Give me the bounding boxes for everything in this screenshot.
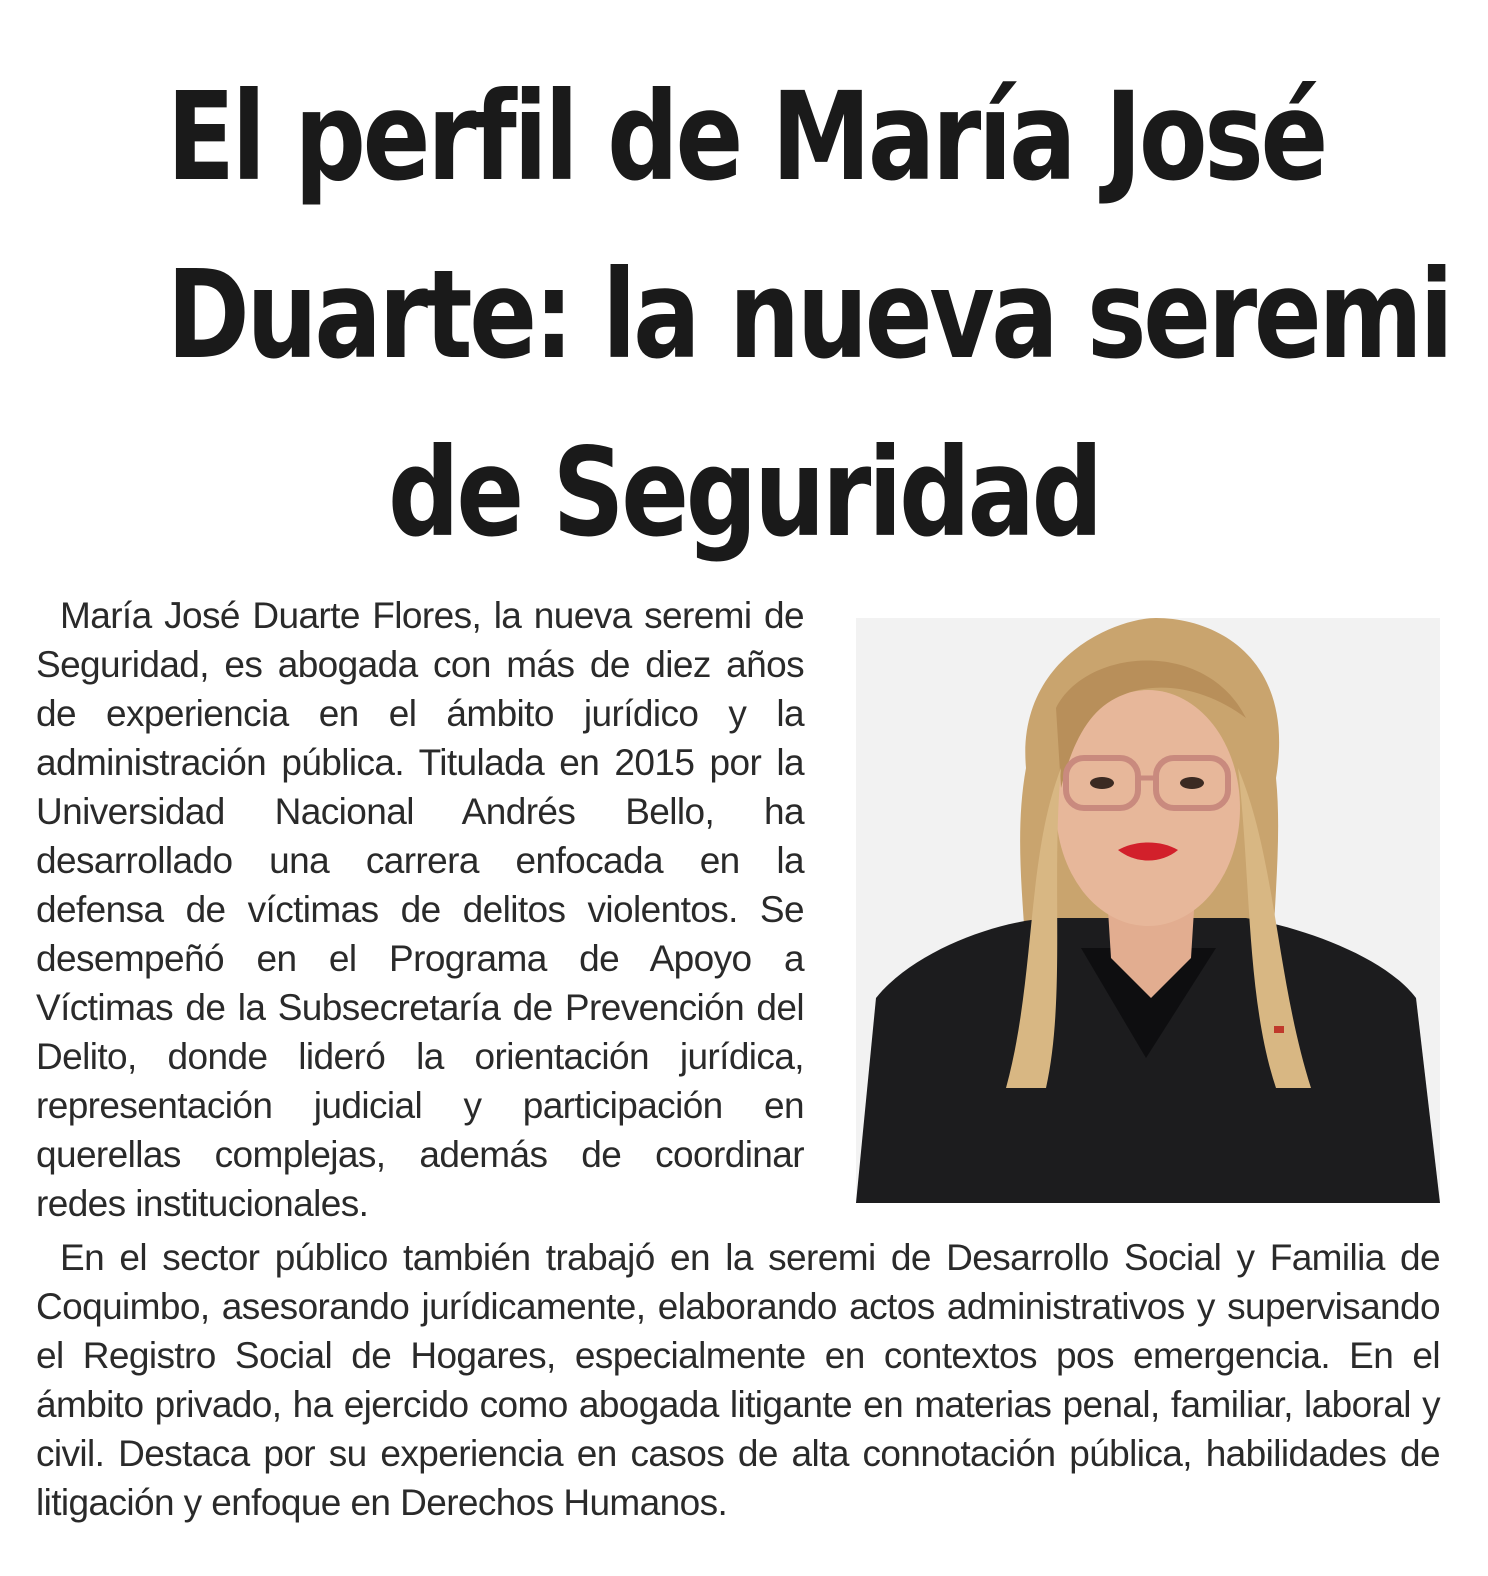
article-body-full-width — [36, 1233, 1440, 1527]
paragraph-1: María José Duarte Flores, la nueva seremi de Seguridad, es abogada con más de diez años de experiencia en el ámbito jurídico y la administración pública. Titulada en 2015 por la Universidad Nacional Andrés Bello, ha desarrollado una carrera enfocada en la defensa de víctimas de delitos violentos. Se desempeñó en el Programa de Apoyo a Víctimas de la Subsecretaría de Prevención del Delito, donde lideró la orientación jurídica, representación judicial y participación en querellas complejas, además de coordinar redes institucionales. — [36, 595, 804, 1224]
article-body-column — [36, 591, 804, 1228]
portrait-photo-icon — [856, 618, 1440, 1203]
headline-line-2: Duarte: la nueva seremi — [166, 244, 1451, 386]
paragraph-2: En el sector público también trabajó en la seremi de Desarrollo Social y Familia de Coquimbo, asesorando jurídicamente, elaborando actos administrativos y supervisando el Registro Social de Hogares, especialmente en contextos pos emergencia. En el ámbito privado, ha ejercido como abogada litigante en materias penal, familiar, laboral y civil. Destaca por su experiencia en casos de alta connotación pública, habilidades de litigación y enfoque en Derechos Humanos. — [36, 1237, 1440, 1523]
headline-line-1: El perfil de María José — [166, 66, 1326, 208]
headline-line-3: de Seguridad — [387, 422, 1101, 564]
portrait-photo — [856, 618, 1440, 1203]
headline — [166, 48, 1451, 582]
